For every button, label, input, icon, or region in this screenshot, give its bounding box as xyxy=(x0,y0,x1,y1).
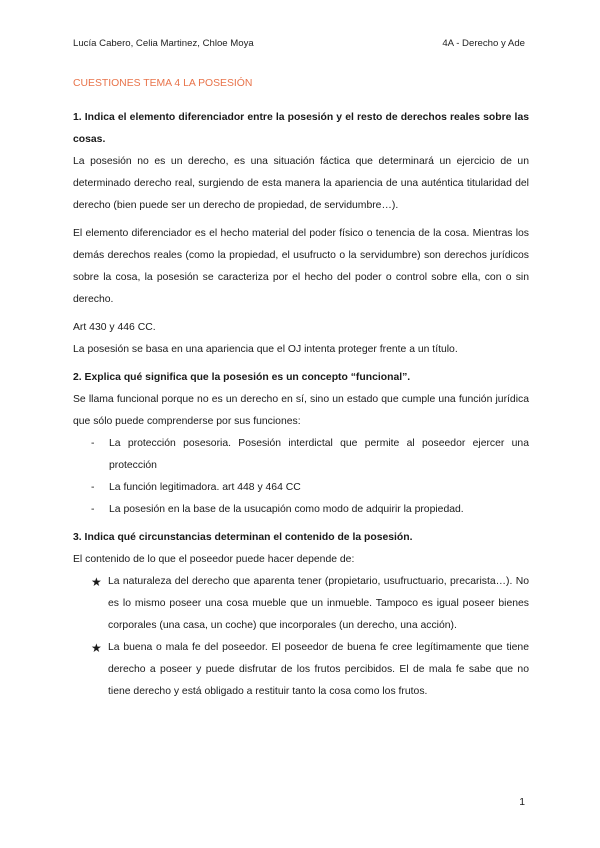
answer-1-paragraph-2: El elemento diferenciador es el hecho material del poder físico o tenencia de la cosa. Mientras los demás derechos reales (como la propiedad, el usufructo o la servidumbre) son derechos jurídicos sobre la cosa, la posesión se caracteriza por el hecho del poder o control sobre ella, con o sin derecho. xyxy=(73,228,529,305)
star-bullet-icon: ★ xyxy=(91,641,102,655)
dash-bullet-icon: - xyxy=(91,482,95,493)
list-item: ★ La naturaleza del derecho que aparenta tener (propietario, usufructuario, precarista…). No es lo mismo poseer una cosa mueble que un inmueble. Tampoco es igual poseer bienes corporales (una casa, un coche) que incorporales (un derecho, una acción). xyxy=(91,571,529,637)
question-1-section xyxy=(73,107,529,361)
dash-bullet-icon: - xyxy=(91,438,95,449)
answer-1-paragraph-4: La posesión se basa en una apariencia que el OJ intenta proteger frente a un título. xyxy=(73,344,458,355)
header-authors: Lucía Cabero, Celia Martinez, Chloe Moya xyxy=(73,38,254,49)
document-body xyxy=(73,73,529,703)
list-item: - La protección posesoria. Posesión interdictal que permite al poseedor ejercer una protección xyxy=(91,433,529,477)
header-course: 4A - Derecho y Ade xyxy=(442,38,525,49)
list-item: - La función legitimadora. art 448 y 464 CC xyxy=(91,477,529,499)
answer-2-intro: Se llama funcional porque no es un derecho en sí, sino un estado que cumple una función jurídica que sólo puede comprenderse por sus funciones: xyxy=(73,394,529,427)
star-bullet-icon: ★ xyxy=(91,575,102,589)
answer-2-list xyxy=(91,433,529,521)
question-2: 2. Explica qué significa que la posesión es un concepto “funcional”. xyxy=(73,372,411,383)
document-title: CUESTIONES TEMA 4 LA POSESIÓN xyxy=(73,78,253,89)
question-2-section xyxy=(73,367,529,521)
answer-3-list xyxy=(91,571,529,703)
page-number: 1 xyxy=(519,797,525,808)
answer-1-paragraph-3: Art 430 y 446 CC. xyxy=(73,322,156,333)
question-1: 1. Indica el elemento diferenciador entre la posesión y el resto de derechos reales sobre las cosas. xyxy=(73,112,529,145)
list-item: - La posesión en la base de la usucapión como modo de adquirir la propiedad. xyxy=(91,499,529,521)
question-3: 3. Indica qué circunstancias determinan el contenido de la posesión. xyxy=(73,532,413,543)
answer-3-intro: El contenido de lo que el poseedor puede hacer depende de: xyxy=(73,554,355,565)
answer-1-paragraph-1: La posesión no es un derecho, es una situación fáctica que determinará un ejercicio de un determinado derecho real, surgiendo de esta manera la apariencia de una auténtica titularidad del derecho (bien puede ser un derecho de propiedad, de servidumbre…). xyxy=(73,156,529,211)
dash-bullet-icon: - xyxy=(91,504,95,515)
page-header xyxy=(73,38,525,49)
question-3-section xyxy=(73,527,529,703)
list-item: ★ La buena o mala fe del poseedor. El poseedor de buena fe cree legítimamente que tiene derecho a poseer y puede disfrutar de los frutos percibidos. El de mala fe sabe que no tiene derecho y está obligado a restituir tanto la cosa como los frutos. xyxy=(91,637,529,703)
